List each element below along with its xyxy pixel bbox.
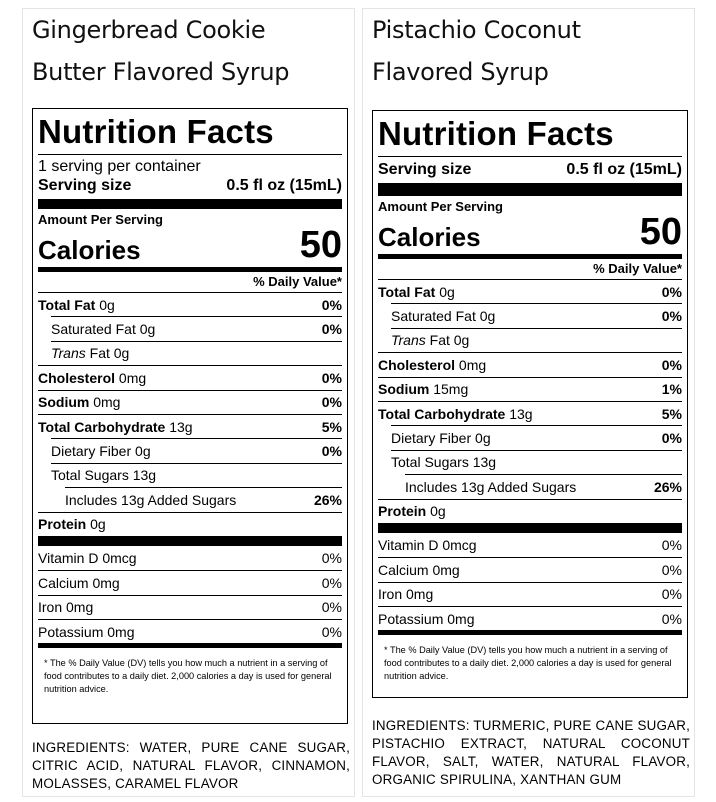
nutrient-dv: 0% (321, 321, 342, 338)
daily-value-footnote: * The % Daily Value (DV) tells you how much a nutrient in a serving of food contributes to a daily diet. 2,000 calories a day is used for general nutrition advice. (44, 658, 332, 695)
ingredients-text: INGREDIENTS: TURMERIC, PURE CANE SUGAR, PISTACHIO EXTRACT, NATURAL COCONUT FLAVOR, SALT, WATER, NATURAL FLAVOR, ORGANIC SPIRULINA, XANTHAN GUM (372, 718, 690, 787)
vitamin-d-row (38, 546, 342, 570)
nutrient-dv: 0% (661, 610, 682, 627)
product-title-line2: Flavored Syrup (372, 58, 549, 86)
nutrient-name: Saturated Fat (51, 321, 136, 338)
total-sugars-row (51, 463, 342, 487)
nutrient-name: Saturated Fat (391, 308, 476, 325)
nutrient-dv: 5% (321, 418, 342, 435)
nutrition-facts-label (372, 110, 688, 698)
nutrient-name: Sodium (38, 394, 90, 411)
iron-row (38, 595, 342, 619)
nutrient-name: Total Sugars (391, 454, 469, 471)
nutrient-amount: 0mg (118, 369, 147, 386)
potassium-row (38, 619, 342, 643)
nutrient-name-italic: Trans (391, 332, 426, 349)
nutrient-amount: 0mg (93, 394, 121, 411)
nutrient-dv: 0% (661, 308, 682, 325)
nutrient-name: Iron 0mg (378, 586, 434, 603)
daily-value-footnote: * The % Daily Value (DV) tells you how much a nutrient in a serving of food contributes to a daily diet. 2,000 calories a day is used for general nutrition advice. (384, 645, 672, 682)
product-title-line1: Pistachio Coconut (372, 16, 581, 44)
nutrient-dv: 26% (653, 478, 682, 495)
nutrient-dv: 0% (661, 430, 682, 447)
serving-size-label: Serving size (38, 177, 132, 194)
serving-size-label: Serving size (378, 161, 472, 178)
nutrient-amount: 13g (509, 405, 533, 422)
thick-divider (378, 523, 682, 533)
added-sugars-row (65, 487, 342, 511)
trans-fat-row (51, 341, 342, 365)
nutrient-name: Total Fat (378, 283, 436, 300)
nutrient-name: Calcium 0mg (38, 574, 120, 591)
nutrient-name: Protein (378, 503, 427, 520)
calcium-row (38, 570, 342, 594)
nutrient-name: Total Carbohydrate (378, 405, 506, 422)
nutrient-name: Fat (89, 345, 110, 362)
iron-row (378, 582, 682, 606)
nutrient-dv: 0% (321, 574, 342, 591)
nutrition-facts-heading: Nutrition Facts (378, 115, 614, 152)
serving-size-row (38, 176, 342, 199)
nutrient-name: Fat (429, 332, 450, 349)
nutrient-amount: 15mg (433, 381, 469, 398)
nutrient-dv: 1% (661, 381, 682, 398)
thick-divider (378, 183, 682, 196)
nutrient-name: Total Carbohydrate (38, 418, 166, 435)
calories-row (38, 224, 342, 266)
nutrient-name: Dietary Fiber (51, 443, 132, 460)
ingredients-text: INGREDIENTS: WATER, PURE CANE SUGAR, CITRIC ACID, NATURAL FLAVOR, CINNAMON, MOLASSES, CARAMEL FLAVOR (32, 740, 350, 791)
nutrient-dv: 0% (661, 283, 682, 300)
nutrient-amount: 0g (90, 516, 106, 533)
serving-size-row (378, 160, 682, 183)
vitamin-d-row (378, 533, 682, 557)
product-title-line2: Butter Flavored Syrup (32, 58, 290, 86)
nutrition-facts-heading: Nutrition Facts (38, 113, 274, 150)
nutrient-amount: 0g (139, 321, 156, 338)
total-fat-row (38, 292, 342, 316)
nutrient-dv: 0% (321, 296, 342, 313)
nutrient-dv: 0% (321, 623, 342, 640)
nutrient-amount: 0g (439, 283, 455, 300)
serving-size-value: 0.5 fl oz (15mL) (566, 161, 682, 178)
nutrient-dv: 0% (321, 599, 342, 616)
cholesterol-row (38, 365, 342, 389)
saturated-fat-row (51, 316, 342, 340)
nutrient-name: Iron 0mg (38, 599, 94, 616)
nutrient-amount: 0g (475, 430, 491, 447)
nutrient-amount: 0g (430, 503, 446, 520)
nutrient-amount: 13g (132, 467, 157, 484)
nutrient-name: Includes 13g Added Sugars (405, 478, 577, 495)
product-card-gingerbread (22, 8, 355, 797)
nutrient-amount: 0g (479, 308, 496, 325)
protein-row (378, 499, 682, 523)
nutrient-name: Cholesterol (38, 369, 116, 386)
nutrient-dv: 0% (661, 537, 682, 554)
nutrient-amount: 0g (135, 443, 151, 460)
dietary-fiber-row (391, 425, 682, 449)
nutrient-name: Calcium 0mg (378, 561, 460, 578)
nutrient-name: Cholesterol (378, 356, 456, 373)
calories-label: Calories (38, 235, 141, 265)
nutrient-amount: 13g (472, 454, 497, 471)
trans-fat-row (391, 328, 682, 352)
nutrient-name: Includes 13g Added Sugars (65, 491, 237, 508)
added-sugars-row (405, 474, 682, 498)
sodium-row (378, 377, 682, 401)
product-title (372, 9, 692, 93)
nutrient-dv: 0% (321, 369, 342, 386)
calories-value: 50 (639, 211, 682, 253)
nutrient-name: Sodium (378, 381, 430, 398)
nutrient-dv: 0% (661, 561, 682, 578)
nutrient-name: Dietary Fiber (391, 430, 472, 447)
product-card-pistachio (362, 8, 695, 797)
thick-divider (38, 536, 342, 546)
daily-value-header: % Daily Value* (593, 261, 682, 276)
protein-row (38, 512, 342, 536)
nutrient-name: Protein (38, 516, 87, 533)
nutrient-amount: 13g (169, 418, 193, 435)
nutrition-facts-label (32, 108, 348, 724)
nutrient-name: Potassium 0mg (378, 610, 475, 627)
nutrient-amount: 0g (99, 296, 115, 313)
servings-per-container: 1 serving per container (38, 158, 201, 175)
nutrient-name: Total Fat (38, 296, 96, 313)
calories-label: Calories (378, 222, 481, 252)
nutrient-name: Vitamin D 0mcg (378, 537, 477, 554)
nutrient-dv: 0% (321, 550, 342, 567)
total-fat-row (378, 279, 682, 303)
cholesterol-row (378, 352, 682, 376)
total-carbohydrate-row (38, 414, 342, 438)
thick-divider (38, 199, 342, 209)
nutrient-dv: 0% (321, 394, 342, 411)
serving-size-value: 0.5 fl oz (15mL) (226, 177, 342, 194)
nutrient-name: Total Sugars (51, 467, 129, 484)
saturated-fat-row (391, 303, 682, 327)
total-carbohydrate-row (378, 401, 682, 425)
calcium-row (378, 557, 682, 581)
amount-per-serving: Amount Per Serving (378, 199, 503, 214)
nutrient-dv: 0% (661, 586, 682, 603)
nutrient-dv: 0% (661, 356, 682, 373)
nutrient-name: Vitamin D 0mcg (38, 550, 137, 567)
calories-value: 50 (299, 224, 342, 266)
product-title (32, 9, 352, 93)
nutrient-dv: 5% (661, 405, 682, 422)
nutrient-name: Potassium 0mg (38, 623, 135, 640)
dietary-fiber-row (51, 438, 342, 462)
nutrient-dv: 0% (321, 443, 342, 460)
potassium-row (378, 606, 682, 630)
nutrient-name-italic: Trans (51, 345, 86, 362)
daily-value-header: % Daily Value* (253, 274, 342, 289)
product-title-line1: Gingerbread Cookie (32, 16, 266, 44)
nutrient-dv: 26% (313, 491, 342, 508)
nutrient-amount: 0g (453, 332, 470, 349)
total-sugars-row (391, 450, 682, 474)
sodium-row (38, 390, 342, 414)
nutrient-amount: 0mg (458, 356, 487, 373)
nutrient-amount: 0g (113, 345, 130, 362)
amount-per-serving: Amount Per Serving (38, 212, 163, 227)
calories-row (378, 211, 682, 253)
